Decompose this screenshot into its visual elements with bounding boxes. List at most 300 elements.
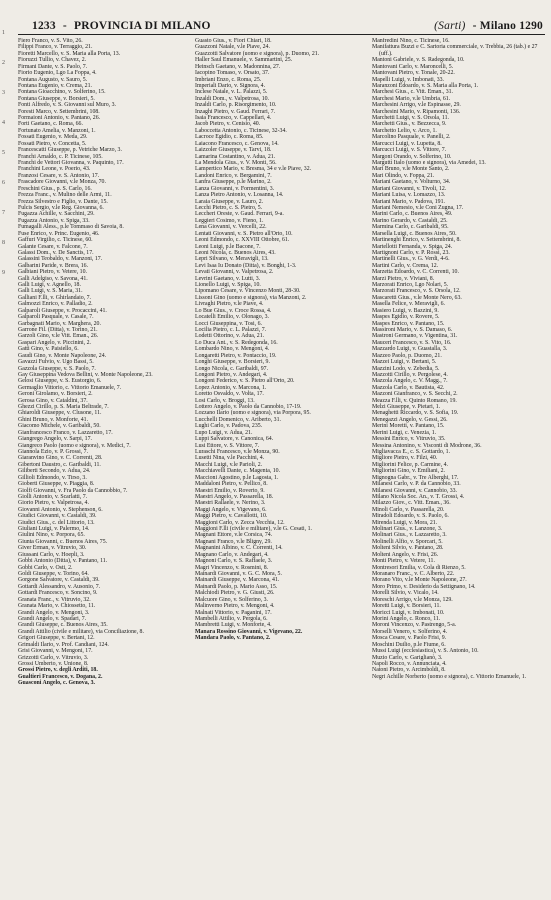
listing-entry: Lecchi Pietro, c. S. Pietro, 5. xyxy=(195,204,263,211)
listing-entry: Marchetto Lelio, v. Arco, 1. xyxy=(372,127,437,134)
header-left xyxy=(32,20,211,32)
header-city: - Milano xyxy=(472,20,517,32)
listing-entry: Leoni Edmondo, c. XXVIII Ottobre, 61. xyxy=(195,237,290,244)
listing-entry: Magri Vincenzo, v. Rosmini, 8. xyxy=(195,564,269,571)
listing-entry: Inclese Natale, v. L. Palazzi, 5. xyxy=(195,89,268,96)
listing-entry: Mazzardo Luigi, v. Guastalla, 3. xyxy=(372,346,448,353)
gutter-mark: 4 xyxy=(2,120,5,126)
listing-entry: Mariani Mario, v. Padova, 191. xyxy=(372,198,445,205)
listing-entry: Manifattura Buzzi e C. Sartoria commerciale, v. Trebbia, 26 (tab.) e 27 (uff.). xyxy=(372,44,538,57)
listing-entry: Magnoni Carlo, v. S. Raffaele, 3. xyxy=(195,558,273,565)
listing-entry: Fiero Franco, v. S. Vito, 26. xyxy=(18,38,83,44)
listing-entry: Minoli Carlo, v. Passarella, 20. xyxy=(372,506,445,513)
listing-entry: Morano Vito, v.le Monte Napoleone, 27. xyxy=(372,577,467,584)
listing-entry: Morelli Silvio, v. Vicalo, 14. xyxy=(372,590,439,597)
listing-entry: Lamarina Costantino, v. Adua, 21. xyxy=(195,153,276,160)
listing-entry: Mariani Luisa, v. Lomazzo, 13. xyxy=(372,192,446,199)
listing-entry: Laizzoler Giuseppe, v. Tarvi, 18. xyxy=(195,147,272,154)
listing-entry: Guasconi Angelo, c. Genova, 3. xyxy=(18,680,95,687)
listing-entry: Mauceri Francesco, v. S. Vito, 16. xyxy=(372,339,452,346)
listing-entry: Franzosi Cesare, v. S. Antonio, 17. xyxy=(18,172,100,179)
gutter-mark: 3 xyxy=(2,90,5,96)
listing-entry: Lombardo Nino, v. Mengoni, 4. xyxy=(195,346,270,353)
listing-entry: Napoli Rocco, v. Annunciata, 4. xyxy=(372,660,447,667)
listing-entry: Muzio Carlo, v. Gariglianò, 3. xyxy=(372,654,443,661)
listing-entry: Marchesi Gius., c. Vitt. Eman., 31. xyxy=(372,89,454,96)
listing-entry: Mazzoni Gianfranco, v. S. Secchi, 2. xyxy=(372,391,458,398)
listing-entry: Molinari Gius., v. Lazzaretto, 3. xyxy=(372,532,447,539)
gutter-mark: 2 xyxy=(2,60,5,66)
listing-entry: Marchesi Mario, v.le Umbria, 61. xyxy=(372,95,451,102)
listing-entry: Longhi Giuseppe, v. Borsieri, 9. xyxy=(195,359,270,366)
listing-entry: Frascadore Giovanni, v.le Monza, 70. xyxy=(18,179,106,186)
listing-entry: Malchiodi Pietro, v. G. Giusti, 26. xyxy=(195,590,275,597)
listing-entry: Filippi Franco, v. Terraggio, 21. xyxy=(18,44,93,51)
listing-entry: Leggieri Cosimo, v. Fieno, 1. xyxy=(195,217,264,224)
listing-entry: Mambretti Luigi, v. Monforte, 4. xyxy=(195,622,272,629)
listing-entry: Martini Carlo, v. Crema, 12. xyxy=(372,262,439,269)
listing-entry: Giunta Giovanni, c. Buenos Aires, 75. xyxy=(18,538,108,545)
listing-entry: Grizzotti Carlo, v. Vitruvio, 3. xyxy=(18,654,89,661)
listing-entry: Grandi Attilio (civile e militare), via Conciliazione, 8. xyxy=(18,628,144,635)
listing-entry: Messini Enrico, v. Vitruvio, 35. xyxy=(372,436,446,443)
listing-entry: Maranzoni Edoardo, v. S. Maria alla Porta, 1. xyxy=(372,82,479,89)
listing-entry: Malnati Vittorio, v. Paganini, 17. xyxy=(195,609,272,616)
listing-entry: Fossati Eugenio, v. Meda, 29. xyxy=(18,134,88,141)
listing-entry: Guasto Gius., v. Fiori Chiari, 18. xyxy=(195,38,272,44)
listing-entry: Grossi Pietro, v. degli Arditi, 18. xyxy=(18,667,98,674)
listing-entry: Frezza Franc., v. Mulino delle Armi, 11. xyxy=(18,192,112,199)
listing-entry: Gillioli Edmondo, v. Tirso, 3. xyxy=(18,474,87,481)
listing-entry: Magnanini Albino, v. C. Correnti, 14. xyxy=(195,545,283,552)
listing-entry: Giudici Giovanni, v. Castaldi, 39. xyxy=(18,513,97,520)
listing-entry: Monti Pietro, v. Vetere, 11. xyxy=(372,558,435,565)
listing-entry: Mariani Nemesio, v.le Coni Zugna, 17. xyxy=(372,204,464,211)
listing-entry: Mazzola Carlo, v. Bautista, 42. xyxy=(372,384,445,391)
listing-entry: Gaspari Angelo, v. Piccinini, 2. xyxy=(18,339,91,346)
listing-entry: Malinverno Pietro, v. Mengoni, 4. xyxy=(195,603,275,610)
listing-entry: Longo Nicola, c. Garibaldi, 97. xyxy=(195,365,269,372)
listing-entry: Lena Giovanni, v. Vercelli, 22. xyxy=(195,224,267,231)
listing-entry: Guazzotti Salvatore (uomo e signora), p. Duomo, 21. xyxy=(195,50,320,57)
listing-entry: Inzaldi Dom., v. Valpetrosa, 10. xyxy=(195,95,270,102)
listing-entry: Marguttì Italo (uomo e signora), via Amedei, 13. xyxy=(372,160,486,167)
listing-entry: Grigori Giuseppe, v. Bertani, 12. xyxy=(18,635,95,642)
listing-entry: Loretto Osvaldo, v. Volta, 17. xyxy=(195,391,264,398)
listing-entry: Laiacono Francesco, c. Genova, 14. xyxy=(195,140,279,147)
listing-entry: Foresti Marco, v. Settembrini, 108. xyxy=(18,108,100,115)
binding-edge xyxy=(2,18,10,878)
page-number: 1233 xyxy=(32,20,56,32)
listing-entry: Lipomano Cesare, v. Vincenzo Monti, 28-30. xyxy=(195,288,301,295)
listing-entry: Mantoni Gabriele, v. S. Radegonda, 10. xyxy=(372,57,465,64)
column-middle xyxy=(195,38,368,876)
column-left xyxy=(18,38,191,876)
listing-entry: Macchi Luigi, v.le Parioli, 2. xyxy=(195,461,263,468)
listing-entry: Malcuore Gino, v. Solferino, 3. xyxy=(195,596,268,603)
listing-entry: Galli Adelgiso, v. Savona, 41. xyxy=(18,275,88,282)
listing-entry: Molinari Gius., v. Lanzone, 3. xyxy=(372,526,443,533)
listing-entry: Leoni Nicola, c. Buenos Aires, 43. xyxy=(195,249,276,256)
listing-entry: Inzaldi Carlo, p. Risorgimento, 10. xyxy=(195,102,277,109)
listing-entry: Moretti Luigi, v. Borsieri, 11. xyxy=(372,603,441,610)
listing-entry: Mazzini Lodo, v. Zebedia, 5. xyxy=(372,365,440,372)
listing-entry: Fugazza Antonio, v. Spiga, 33. xyxy=(18,217,90,224)
gutter-mark: 7 xyxy=(2,210,5,216)
listing-entry: Giuliani Luigi, v. Palermo, 14. xyxy=(18,526,90,533)
page-header xyxy=(18,14,545,35)
listing-entry: Marcolino Pasquale, v. Panelli, 2. xyxy=(372,134,451,141)
listing-entry: Fossati Pietro, v. Concetta, 5. xyxy=(18,140,87,147)
listing-entry: Leccheri Oreste, v. Gaud. Ferrari, 9-a. xyxy=(195,211,284,218)
listing-entry: Iacopino Tomaso, v. Orsato, 37. xyxy=(195,70,270,77)
listing-entry: Marzi Pietro, v. Viviani, 8. xyxy=(372,275,435,282)
listing-entry: Gobbi Antonio (Ditta), v. Pantano, 11. xyxy=(18,558,108,565)
listing-entry: Mantovani Carlo, v. Maroncelli, 5. xyxy=(372,63,454,70)
listing-entry: Marcucci Luigi, v. Lupetta, 8. xyxy=(372,140,442,147)
listing-entry: Fortunato Amelia, v. Manzoni, 1. xyxy=(18,127,96,134)
listing-entry: Montresori Emilia, v. Cola di Rienzo, 5. xyxy=(372,564,466,571)
listing-entry: Mariani Gaetano, v. Volturno, 34. xyxy=(372,179,451,186)
listing-entry: Natoni Pietro, v. Arcimboldi, 8. xyxy=(372,667,446,674)
listing-entry: Maspes Egidio, v. Rovere, 5. xyxy=(372,314,440,321)
listing-entry: Gottardi Francesco, v. Soncino, 9. xyxy=(18,590,98,597)
listing-entry: Geroni Girolamo, v. Borsieri, 2. xyxy=(18,391,93,398)
gutter-mark: 5 xyxy=(2,150,5,156)
gutter-mark: 8 xyxy=(2,240,5,246)
listing-entry: Mambelli Attilio, v. Pergola, 6. xyxy=(195,615,268,622)
listing-entry: Marzetta Edoardo, v. C. Correnti, 10. xyxy=(372,269,459,276)
listing-entry: Moro Primo, v. Desiderio da Settignano, 14. xyxy=(372,583,476,590)
listing-entry: Macchiavelli Dante, c. Magenta, 10. xyxy=(195,468,281,475)
listing-entry: Mainardi Giuseppe, v. Marcona, 41. xyxy=(195,577,280,584)
listing-entry: Giovanni Antonio, v. Stephenson, 6. xyxy=(18,506,103,513)
listing-entry: Losi Carlo, v. Broggi, 13. xyxy=(195,397,255,404)
listing-entry: Maddaloni Pietro, v. Pellico, 8. xyxy=(195,481,268,488)
header-right xyxy=(434,20,543,32)
listing-entry: Magnani Ettore, v.le Corsica, 74. xyxy=(195,532,273,539)
listing-entry: Gorgone Salvatore, v. Castaldi, 39. xyxy=(18,577,100,584)
listing-entry: Mignogna Gabr., v. Tre Alberghi, 17. xyxy=(372,474,459,481)
listing-entry: Grisi Giovanni, v. Mengoni, 17. xyxy=(18,648,93,655)
listing-entry: Molteni Angelo, v. Frisi, 26. xyxy=(372,551,439,558)
listing-entry: Maspes Enrico, v. Pantano, 15. xyxy=(372,320,445,327)
listing-entry: Imperiali Dario, v. Signora, 4. xyxy=(195,82,266,89)
listing-entry: Marchesini Mario, v. Ripamonti, 136. xyxy=(372,108,461,115)
listing-entry: Masella Felice, v. Meravigli, 6. xyxy=(372,301,445,308)
listing-entry: Marcucci Luigi, v. S. Vittore, 7. xyxy=(372,147,447,154)
listing-entry: Maggioni Carlo, v. Zecca Vecchia, 12. xyxy=(195,519,285,526)
listing-entry: Ghezzi Cirillo, p. S. Maria Beltrade, 7. xyxy=(18,404,109,411)
listing-entry: Fioruzzi Tullio, v. Chavez, 2. xyxy=(18,57,87,64)
listing-entry: Germaglio Vittorio, c. Vittorio Emanuele, 7. xyxy=(18,384,122,391)
listing-entry: Mastroni Germano, v. Vigentina, 31. xyxy=(372,333,458,340)
listing-entry: Giangrego Angelo, v. Sarpi, 17. xyxy=(18,436,92,443)
listing-entry: Lupo Luigi, v. Adua, 21. xyxy=(195,429,253,436)
listing-entry: Menegazzi Angelo, v. Gessi, 26. xyxy=(372,416,448,423)
listing-entry: Gaffuri Virgilio, c. Ticinese, 60. xyxy=(18,237,93,244)
listing-entry: Fuse Enrico, v. Princ. Eugenio, 46. xyxy=(18,230,100,237)
listing-entry: Giacomo Michele, v. Garibaldi, 50. xyxy=(18,423,101,430)
listing-entry: Giliberti Secondo, v. Adua, 24. xyxy=(18,468,91,475)
listing-entry: Fontana Augusto, v. Sauro, 5. xyxy=(18,76,88,83)
listing-entry: Milanesi Carlo, v. P. da Cannobio, 33. xyxy=(372,481,461,488)
listing-entry: Magnano Carlo, v. Andegari, 4. xyxy=(195,551,269,558)
listing-entry: Lanfra Giuseppe, p.le Marino, 2. xyxy=(195,179,272,186)
listing-entry: Formaioni Antonio, v. Pantano, 26. xyxy=(18,115,101,122)
listing-entry: Mosca Cesare, v. Paolo Frisi, 9. xyxy=(372,635,447,642)
listing-entry: Merini Luigi, c. Venezia, 1. xyxy=(372,429,437,436)
listing-entry: Isaia Francesco, v. Cappellari, 4. xyxy=(195,115,272,122)
listing-entry: Galli Luigi, v. Agnello, 18. xyxy=(18,282,81,289)
listing-entry: Granata Franc., v. Vitruvio, 32. xyxy=(18,596,91,603)
listing-entry: Maccioni Agostino, p.le Lagosta, 1. xyxy=(195,474,279,481)
listing-entry: Levi Isaa Iu Donato (Ditta), v. Bonghi, 1-3. xyxy=(195,262,297,269)
listing-entry: Mirenda Luigi, v. Mora, 21. xyxy=(372,519,438,526)
header-separator: - xyxy=(62,20,67,32)
section-title: PROVINCIA DI MILANO xyxy=(74,20,211,32)
listing-entry: Mazzeo Paolo, p. Duomo, 21. xyxy=(372,352,442,359)
listing-entry: Franchi de Vettori Giovanna, v. Paquinto, 17. xyxy=(18,160,124,167)
listing-entry: Gottardi Alessandro, v. Ausonio, 7. xyxy=(18,583,101,590)
listing-entry: Longoni Federico, v. S. Pietro all'Orto, 20. xyxy=(195,378,295,385)
listing-entry: Garzoli Gino, v.le Vitt. Eman., 26. xyxy=(18,333,99,340)
listing-entry: Magnani Franco, v.le Bligny, 29. xyxy=(195,538,272,545)
listing-entry: Goldi Giuseppe, v. Torino, 64. xyxy=(18,571,89,578)
listing-entry: Giulini Nino, v. Porpora, 65. xyxy=(18,532,85,539)
listing-entry: Giussani Carlo, v. Hoepli, 3. xyxy=(18,551,85,558)
listing-entry: Maestri Angelo, v. Passarella, 18. xyxy=(195,493,274,500)
listing-entry: Imbriani Enzo, c. Roma, 25. xyxy=(195,76,262,83)
listing-entry: Mazzei Luigi, v. Bertani, 5. xyxy=(372,359,437,366)
listing-entry: Mazzola Angelo, c. V. Magg., 7. xyxy=(372,378,448,385)
listing-entry: Lacroce Egidio, c. Roma, 85. xyxy=(195,134,264,141)
listing-entry: Franchi Arnaldo, c. P. Ticinese, 105. xyxy=(18,153,103,160)
listing-entry: Grandi Giuseppe, c. Buenos Aires, 35. xyxy=(18,622,108,629)
listing-entry: Galante Cesare, v. Falcone, 7. xyxy=(18,243,88,250)
listing-entry: Lanza Giovanni, v. Formentini, 3. xyxy=(195,185,275,192)
listing-entry: Giaranvino Gino, v. C. Correnti, 28. xyxy=(18,455,103,462)
listing-entry: Mariani Giovanni, v. Tivoli, 12. xyxy=(372,185,447,192)
listing-entry: Levati Giovanni, v. Valpetrosa, 2. xyxy=(195,269,274,276)
gutter-mark: 1 xyxy=(2,30,5,36)
listing-entry: Fioretti Marcello, v. S. Maria alla Porta, 13. xyxy=(18,50,121,57)
listing-entry: Galparoli Giuseppe, v. Procaccini, 41. xyxy=(18,307,107,314)
listing-entry: Gioberti Giuseppe, v. Piaggia, 8. xyxy=(18,481,95,488)
listing-entry: Fontana Eugenio, v. Crema, 21. xyxy=(18,82,92,89)
listing-entry: Lentati Giovanni, v. S. Pietro all'Orto, 10. xyxy=(195,230,293,237)
listing-entry: Fontana Gioacchino, v. Solferino, 15. xyxy=(18,89,106,96)
listing-entry: Moranaro Franc., v. C. Alberto, 22. xyxy=(372,571,455,578)
listing-entry: Locilia Pietro, c. L. Palazzi, 7. xyxy=(195,326,267,333)
listing-entry: Inzaghi Pietro, v. Gaud. Ferrari, 7. xyxy=(195,108,276,115)
listing-entry: Longoni Pietro, v. Andegari, 4. xyxy=(195,371,268,378)
listing-entry: Mari Olindo, v. Foppa, 21. xyxy=(372,172,435,179)
listing-entry: Grandi Angelo, v. Mengoni, 3. xyxy=(18,609,90,616)
listing-entry: Grandi Angelo, v. Spadari, 7. xyxy=(18,615,87,622)
listing-entry: Luraschi Francesco, v.le Monza, 90. xyxy=(195,449,280,455)
listing-entry: Galmozzi Enrico, v. Palladio, 2. xyxy=(18,301,93,308)
listing-entry: Migliorini Felice, p. Carmine, 4. xyxy=(372,461,448,468)
listing-entry: Mantovani Pietro, v. Tonale, 20-22. xyxy=(372,70,455,77)
listing-entry: Mainardi Giovanni, v. G. C. Mora, 5. xyxy=(195,571,282,578)
listing-entry: Lissoni Gino (uomo e signora), via Manzoni, 2. xyxy=(195,294,307,301)
listing-entry: Laraia Giuseppe, v. Lauro, 2. xyxy=(195,198,264,205)
listing-entry: Gualtieri Francesco, v. Dogana, 2. xyxy=(18,673,103,680)
listing-entry: Galassi Dom., v. De Sanctis, 17. xyxy=(18,249,94,256)
listing-entry: Miradoli Edoardo, v. S. Paolo, 6. xyxy=(372,513,449,520)
listing-entry: Levrini Gaetano, v. Lutti, 3. xyxy=(195,275,261,282)
listing-entry: Galassini Teobaldo, v. Manzoni, 17. xyxy=(18,256,103,263)
listing-entry: Gobbi Carlo, v. Osti, 2. xyxy=(18,564,73,571)
listing-columns xyxy=(18,38,545,876)
listing-entry: Lo Bue Gius., v. Croce Rossa, 4. xyxy=(195,307,272,314)
listing-entry: Frezza Silvestro e Figlio, v. Dante, 15. xyxy=(18,198,108,205)
listing-entry: Locatelli Emilio, v. Olonago, 3. xyxy=(195,314,269,321)
listing-entry: Gay Giuseppina Vedova Bellini, v. Monte Napoleone, 23. xyxy=(18,371,153,378)
listing-entry: Lughi Carlo, v. Padova, 235. xyxy=(195,423,263,430)
listing-entry: Martignoni Carlo, v. P. Rossi, 23. xyxy=(372,249,450,256)
listing-entry: Fugazza Achille, v. Sacchini, 29. xyxy=(18,211,95,218)
listing-entry: Livraghi Pietro, v.le Piave, 4. xyxy=(195,301,264,308)
listing-entry: Marzorati Enrico, Lgo Nolari, 5. xyxy=(372,282,449,289)
listing-entry: Lionello Luigi, v. Spiga, 10. xyxy=(195,282,261,289)
listing-entry: Gavazzi Fulvio, v. Ugo Bassi, 5. xyxy=(18,359,94,366)
listing-entry: Longaretti Pietro, v. Pontaccio, 19. xyxy=(195,352,277,359)
listing-entry: Migliorini Gino, v. Emiliani, 2. xyxy=(372,468,445,475)
listing-entry: Massironi Mario, v. S. Damaso, 6. xyxy=(372,326,453,333)
listing-entry: Luppi Salvatore, v. Canonica, 64. xyxy=(195,436,274,443)
listing-entry: Guazzoni Natale, v.le Piave, 24. xyxy=(195,44,270,51)
listing-entry: Garbagnati Mario, v. Marghera, 20. xyxy=(18,320,101,327)
listing-entry: Galparoli Pasquale, v. Casale, 7. xyxy=(18,314,94,321)
listing-entry: Martellotti Fernanda, v. Spiga, 24. xyxy=(372,243,453,250)
listing-entry: Moroni Vincenzo, v. Pastrengo, 5-a. xyxy=(372,622,457,629)
listing-entry: Heinsch Gaetano, v. Madonnina, 27. xyxy=(195,63,281,70)
listing-entry: Mussi Luigi (ecclesiastica), v. S. Antonio, 10. xyxy=(372,648,479,655)
listing-entry: Manara Rossino Giovanni, v. Vigevano, 22. xyxy=(195,628,303,635)
listing-entry: Lanza Pietro Antonio, v. Losanna, 14. xyxy=(195,192,284,199)
listing-entry: Garrone Fil. (Ditta), v. Torino, 21. xyxy=(18,326,98,333)
listing-entry: Haller Saul Emanuele, v. Sammartini, 25. xyxy=(195,57,293,64)
listing-entry: Marini Carlo, c. Buenos Aires, 49. xyxy=(372,211,453,218)
listing-entry: Marchetti Luigi, v. S. Orsola, 11. xyxy=(372,115,449,122)
listing-entry: Moricci Luigi, v. Imbonati, 10. xyxy=(372,609,445,616)
column-right xyxy=(372,38,545,876)
listing-entry: Menaghetti Riccardo, v. S. Sofia, 19. xyxy=(372,410,459,417)
listing-entry: Lusi Ettore, v. S. Vittore, 7. xyxy=(195,442,260,449)
listing-entry: Milazzo Giov., c. Vitt. Eman., 36. xyxy=(372,500,451,507)
listing-entry: Fonti Alfredo, v. S. Giovanni sul Muro, 3. xyxy=(18,102,116,109)
listing-entry: Melzi Giuseppe, v. Pietari, 1. xyxy=(372,404,441,411)
listing-entry: La Mendola Gius., v. V. Monti, 56. xyxy=(195,160,277,167)
listing-entry: Mascaretti Gius., v.le Monte Nero, 63. xyxy=(372,294,462,301)
listing-entry: Lottero Angelo, v. Paolo da Cannobio, 17-19. xyxy=(195,404,302,411)
listing-entry: Milano Nicola Soc. An., v. T. Grossi, 4. xyxy=(372,493,465,500)
listing-entry: Freschini Gius., p. S. Carlo, 16. xyxy=(18,185,92,192)
listing-entry: Gazzola Giuseppe, v. S. Paolo, 7. xyxy=(18,365,96,372)
listing-entry: Grimaldi Ilario, v. Prof. Candiani, 124. xyxy=(18,641,109,648)
listing-entry: Lozzano Ilario (uomo e signora), via Porpora, 95. xyxy=(195,410,311,417)
listing-entry: Molteni Silvio, v. Pantano, 28. xyxy=(372,545,444,552)
listing-entry: Giolli Antonio, v. Scarlatti, 7. xyxy=(18,493,88,500)
listing-entry: Giangreco Paolo (uomo e signora), v. Medici, 7. xyxy=(18,442,131,449)
listing-entry: Galbiani Pietro, v. Vetere, 10. xyxy=(18,269,87,276)
listing-entry: Moreschi Arrigo, v.le Monza, 129. xyxy=(372,596,453,603)
listing-entry: Lo Duca Ant., v. S. Redegonda, 16. xyxy=(195,339,278,346)
listing-entry: Firmani Dante, v. S. Paolo, 7. xyxy=(18,63,88,70)
listing-entry: Gerosa Gino, v. Cataldini, 37. xyxy=(18,397,88,404)
listing-entry: Gaudi Gino, v. Monte Napoleone, 24. xyxy=(18,352,107,359)
listing-entry: Giannola Ezio, v. P. Grossi, 7. xyxy=(18,449,89,455)
listing-entry: Granata Mario, v. Chiossetto, 11. xyxy=(18,603,96,610)
listing-entry: Marmina Carlo, c. Garibaldi, 95. xyxy=(372,224,449,231)
listing-entry: Marzorati Francesco, v. S. Orsola, 12. xyxy=(372,288,461,295)
listing-entry: Gibertoni Daustro, c. Garibaldi, 11. xyxy=(18,461,101,468)
listing-entry: Gatti Gino, v. Paisiello, 6. xyxy=(18,346,79,353)
listing-entry: Maestri Rallaele, v. Nerino, 3. xyxy=(195,500,266,507)
listing-entry: Laboccetta Antonio, c. Ticinese, 32-34. xyxy=(195,127,287,134)
listing-entry: Morselli Venero, v. Solferino, 4. xyxy=(372,628,448,635)
listing-entry: Moschini Duilio, p.le Fiume, 6. xyxy=(372,641,446,648)
listing-entry: Margoni Orando, v. Solferino, 10. xyxy=(372,153,452,160)
listing-entry: Giudici Gius., c. del Littorio, 13. xyxy=(18,519,95,526)
listing-entry: Leoni Luigi, p.le Bacone, 7. xyxy=(195,243,261,250)
listing-entry: Lampertico Mario, v. Bresma, 34 e v.le Piave, 32. xyxy=(195,166,312,173)
listing-entry: Lepri Silvano, v. Meravigli, 13. xyxy=(195,256,269,263)
listing-entry: Fontana Giuseppe, v. Borsieri, 5. xyxy=(18,95,95,102)
listing-entry: Mapelli Luigi, v. Imbonati, 33. xyxy=(372,76,445,83)
listing-entry: Merini Moretti, v. Pantano, 15. xyxy=(372,423,445,430)
listing-entry: Martinenghi Enrico, v. Settembrini, 8. xyxy=(372,237,461,244)
listing-entry: Giver Erman, v. Vitruvio, 30. xyxy=(18,545,87,552)
listing-entry: Negri Achille Norberto (uomo e signora), c. Vittorio Emanuele, 1. xyxy=(372,673,527,680)
listing-entry: Forti Gaetano, c. Roma, 66. xyxy=(18,121,83,128)
listing-entry: Ghiaroldi Giuseppe, v. Clusone, 11. xyxy=(18,410,102,417)
listing-entry: Marchetti Gius., v. Bezzecca, 9. xyxy=(372,121,447,128)
listing-entry: Jacob Pietro, v. Cenisio, 40. xyxy=(195,121,261,128)
listing-entry: Grossi Umberto, v. Unione, 8. xyxy=(18,660,89,667)
listing-entry: Milanesi Giovanni, v. Cannobio, 33. xyxy=(372,487,457,494)
listing-entry: Mandara Paolo, v. Pantano, 2. xyxy=(195,635,271,642)
listing-entry: Masiero Luigi, v. Bazzini, 9. xyxy=(372,307,439,314)
listing-entry: Francescatti Giuseppe, p. Vetriche Marzo, 3. xyxy=(18,147,122,154)
gutter-mark: 6 xyxy=(2,180,5,186)
listing-entry: Gelosi Giuseppe, v. S. Eustorgio, 6. xyxy=(18,378,102,385)
listing-entry: Mainardi Paolo, p. Mario Asso, 15. xyxy=(195,583,278,590)
listing-entry: Migliavacca E., c. S. Gottardo, 1. xyxy=(372,449,451,455)
listing-entry: Migliore Pietro, v. Filzi, 40. xyxy=(372,455,438,462)
listing-entry: Gianfrancesco Franco, v. Lazzaretto, 17. xyxy=(18,429,113,436)
header-town: (Sarti) xyxy=(434,20,466,32)
listing-entry: Manfredini Nino, c. Ticinese, 16. xyxy=(372,38,450,44)
listing-entry: Lopez Antonio, v. Marcona, 1. xyxy=(195,384,267,391)
listing-entry: Molinelli Alfio, v. Sporcari, 5. xyxy=(372,538,443,545)
listing-entry: Marsella Luigi, c. Buenos Aires, 50. xyxy=(372,230,457,237)
listing-entry: Fumagalli Aless., p.le Tommaso di Savoia, 8. xyxy=(18,224,124,231)
page-code: 1290 xyxy=(519,20,543,32)
listing-entry: Galliani F.lli, v. Ghirlandaio, 7. xyxy=(18,294,92,301)
listing-entry: Maestri Emilio, v. Roverto, 9. xyxy=(195,487,265,494)
listing-entry: Mazzotti Cirillo, v. Pergolese, 4. xyxy=(372,371,448,378)
listing-entry: Lodetti Ottorino, v. Adua, 21. xyxy=(195,333,265,340)
listing-entry: Locci Giuseppina, v. Tosi, 6. xyxy=(195,320,262,327)
listing-entry: Fiorio Eugenio, Lgo La Foppa, 4. xyxy=(18,70,97,77)
listing-entry: Mari Bruno, v.le Monte Santo, 2. xyxy=(372,166,450,173)
listing-entry: Lusetti Nina, v.le Pacchini, 4. xyxy=(195,455,265,462)
listing-entry: Messina Antonino, v. Visconti di Modrone, 36. xyxy=(372,442,482,449)
gutter-mark: 9 xyxy=(2,270,5,276)
